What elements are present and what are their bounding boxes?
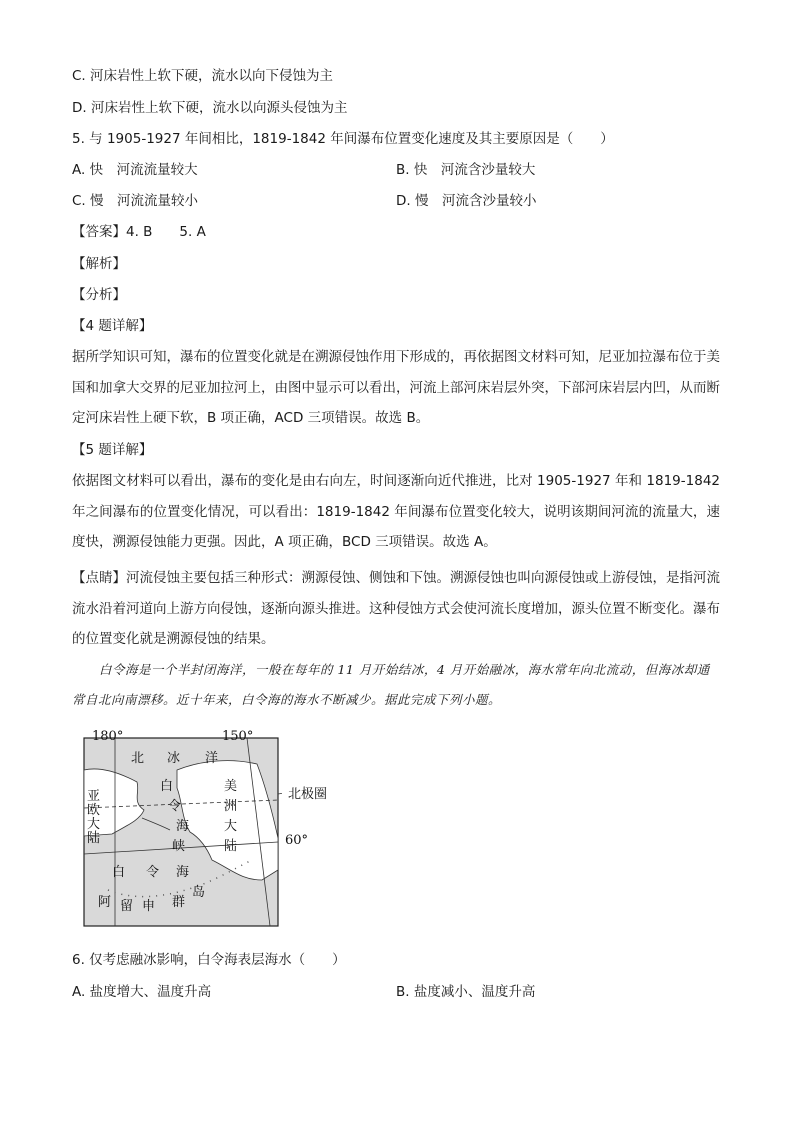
arctic-circle-extension [278,793,284,794]
label-lon-150: 150° [222,730,254,744]
question-6-stem: 6. 仅考虑融冰影响，白令海表层海水（ ） [72,952,346,968]
option-c-prev: C. 河床岩性上软下硬，流水以向下侵蚀为主 [72,68,334,84]
q5-option-d: D. 慢 河流含沙量较小 [396,193,537,209]
option-d-prev: D. 河床岩性上软下硬，流水以向源头侵蚀为主 [72,100,348,116]
q6-option-b: B. 盐度减小、温度升高 [396,984,536,1000]
q5-option-b: B. 快 河流含沙量较大 [396,162,536,178]
label-lat-60: 60° [285,833,309,848]
bering-sea-map [82,730,412,930]
label-islands-1: 阿 [98,895,112,910]
label-america-2: 洲 [224,799,238,814]
question-5-stem: 5. 与 1905-1927 年间相比，1819-1842 年间瀑布位置变化速度及其主要原因是（ ） [72,131,614,147]
bering-sea-intro: 白令海是一个半封闭海洋，一般在每年的 11 月开始结冰，4 月开始融冰，海水常年向北流动，但海冰却通常自北向南漂移。近十年来，白令海的海水不断减少。据此完成下列小题。 [72,662,710,707]
label-eurasia-1: 亚 [87,789,101,804]
label-eurasia-2: 欧 [87,803,101,818]
label-strait-3: 海 [176,819,190,834]
q5-detail-heading: 【5 题详解】 [72,442,153,458]
label-eurasia-3: 大 [87,817,101,832]
label-sea-2: 令 [146,865,160,880]
label-sea-3: 海 [176,865,190,880]
q4-detail-heading: 【4 题详解】 [72,318,153,334]
label-america-3: 大 [224,819,238,834]
label-islands-2: 留 [120,899,134,914]
label-arctic-circle: 北极圈 [288,787,328,802]
q6-option-a: A. 盐度增大、温度升高 [72,984,212,1000]
label-ocean-1: 北 [131,751,145,766]
label-islands-3: 申 [142,899,156,914]
label-sea-1: 白 [112,865,126,880]
label-islands-5: 岛 [192,885,206,900]
analysis-tag: 【解析】 [72,256,126,272]
label-strait-4: 峡 [172,839,186,854]
q5-detail-body: 依据图文材料可以看出，瀑布的变化是由右向左，时间逐渐向近代推进，比对 1905-1927 年和 1819-1842 年之间瀑布的位置变化情况，可以看出：1819-1842 年间瀑布位置变化较大，说明该期间河流的流量大，速度快，溯源侵蚀能力更强。因此，A 项正确，BCD 三项错误。故选 A。 [72,473,720,550]
label-lon-180: 180° [92,730,124,744]
label-ocean-3: 洋 [205,751,219,766]
q5-option-a: A. 快 河流流量较大 [72,162,198,178]
q5-option-c: C. 慢 河流流量较小 [72,193,199,209]
label-islands-4: 群 [172,895,186,910]
label-america-1: 美 [224,779,238,794]
label-strait-1: 白 [160,779,174,794]
dianjing-body: 【点睛】河流侵蚀主要包括三种形式：溯源侵蚀、侧蚀和下蚀。溯源侵蚀也叫向源侵蚀或上游侵蚀，是指河流流水沿着河道向上游方向侵蚀，逐渐向源头推进。这种侵蚀方式会使河流长度增加，源头位置不断变化。瀑布的位置变化就是溯源侵蚀的结果。 [72,570,720,647]
q4-detail-body: 据所学知识可知，瀑布的位置变化就是在溯源侵蚀作用下形成的，再依据图文材料可知，尼亚加拉瀑布位于美国和加拿大交界的尼亚加拉河上，由图中显示可以看出，河流上部河床岩层外突，下部河床岩层内凹，从而断定河床岩性上硬下软，B 项正确，ACD 三项错误。故选 B。 [72,349,720,426]
label-strait-2: 令 [168,799,182,814]
label-america-4: 陆 [224,839,238,854]
label-ocean-2: 冰 [167,751,181,766]
answer-line: 【答案】4. B 5. A [72,224,206,240]
label-eurasia-4: 陆 [87,831,101,846]
fenxi-tag: 【分析】 [72,287,126,303]
